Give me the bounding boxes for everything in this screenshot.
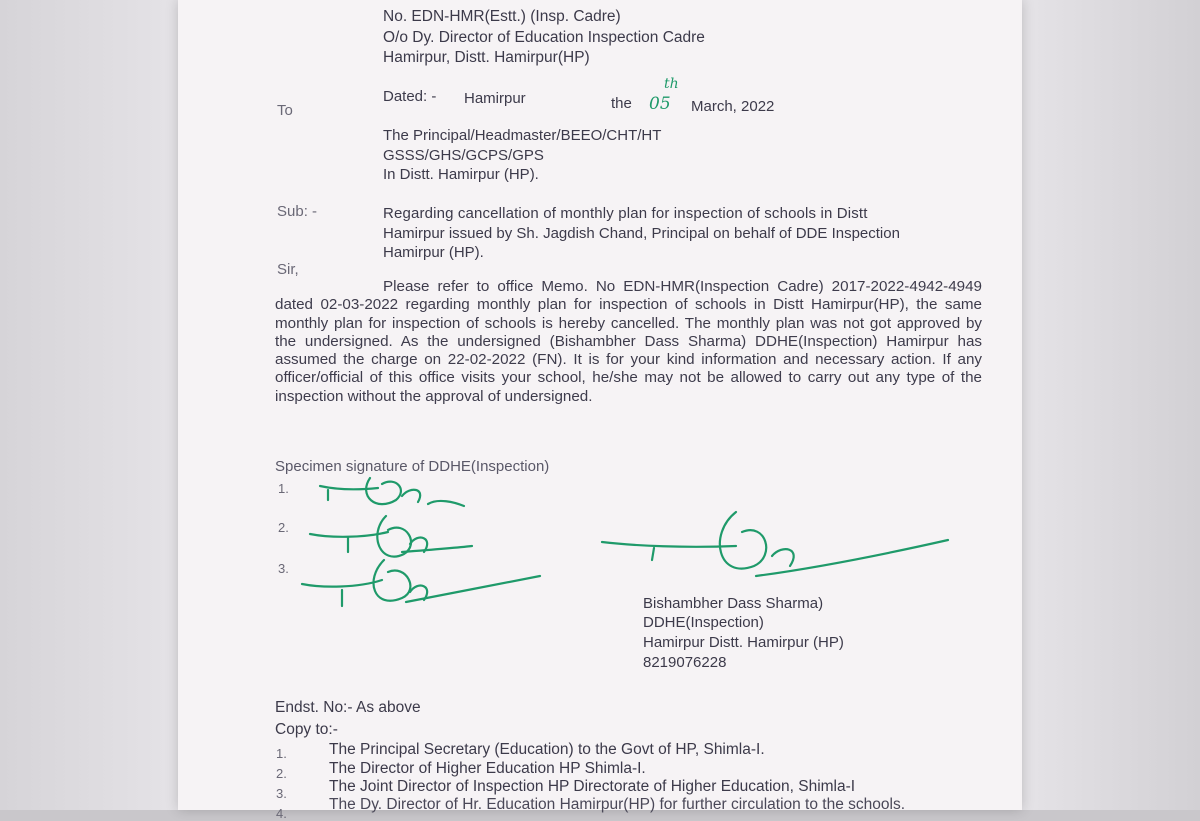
dated-the: the (611, 95, 632, 112)
copy-item-number: 2. (276, 766, 287, 781)
signatory-name: Bishambher Dass Sharma) (643, 595, 824, 612)
subject-line: Hamirpur (HP). (383, 244, 484, 261)
office-place: Hamirpur, Distt. Hamirpur(HP) (383, 49, 590, 66)
official-signature (596, 494, 956, 594)
copy-item-number: 3. (276, 786, 287, 801)
endorsement-label: Endst. No:- As above (275, 699, 421, 716)
to-line: GSSS/GHS/GCPS/GPS (383, 147, 544, 164)
letter-body (275, 278, 982, 406)
specimen-title: Specimen signature of DDHE(Inspection) (275, 458, 550, 475)
signatory-address: Hamirpur Distt. Hamirpur (HP) (643, 634, 844, 651)
dated-day-suffix-handwritten: th (664, 76, 679, 92)
reference-number: No. EDN-HMR(Estt.) (Insp. Cadre) (383, 8, 621, 25)
to-line: The Principal/Headmaster/BEEO/CHT/HT (383, 127, 662, 144)
to-label: To (277, 102, 293, 119)
letter-body-text: Please refer to office Memo. No EDN-HMR(Inspection Cadre) 2017-2022-4942-4949 dated 02-03-2022 regarding monthly plan for inspection of schools in Distt Hamirpur(HP), the same monthly plan for inspection of schools is hereby cancelled. The monthly plan was not got approved by the undersigned. As the undersigned (Bishambher Dass Sharma) DDHE(Inspection) Hamirpur has assumed the charge on 22-02-2022 (FN). It is for your kind information and necessary action. If any officer/official of this office visits your school, he/she may not be allowed to carry out any type of the inspection without the approval of undersigned. (275, 278, 982, 405)
dated-day-handwritten: 05 (649, 94, 671, 114)
copy-item-number: 1. (276, 746, 287, 761)
to-line: In Distt. Hamirpur (HP). (383, 166, 539, 183)
specimen-number: 1. (278, 481, 289, 496)
copy-to-label: Copy to:- (275, 721, 338, 738)
copy-item-number: 4. (276, 806, 287, 821)
dated-place: Hamirpur (464, 90, 526, 107)
signatory-phone: 8219076228 (643, 654, 727, 671)
copy-item-text: The Director of Higher Education HP Shimla-I. (329, 760, 646, 777)
specimen-number: 2. (278, 520, 289, 535)
subject-label: Sub: - (277, 203, 318, 220)
copy-item-text-clipped: The Dy. Director of Hr. Education Hamirpur(HP) for further circulation to the schools. (329, 796, 906, 813)
specimen-number: 3. (278, 561, 289, 576)
copy-item-text: The Joint Director of Inspection HP Directorate of Higher Education, Shimla-I (329, 778, 856, 795)
office-name: O/o Dy. Director of Education Inspection Cadre (383, 29, 705, 46)
letter-page (178, 0, 1022, 821)
signatory-designation: DDHE(Inspection) (643, 614, 764, 631)
copy-item-text: The Principal Secretary (Education) to the Govt of HP, Shimla-I. (329, 741, 765, 758)
subject-line: Hamirpur issued by Sh. Jagdish Chand, Principal on behalf of DDE Inspection (383, 225, 900, 242)
dated-label: Dated: - (383, 88, 437, 105)
specimen-signatures (278, 468, 608, 618)
subject-line: Regarding cancellation of monthly plan for inspection of schools in Distt (383, 205, 868, 222)
dated-month-year: March, 2022 (691, 98, 775, 115)
salutation: Sir, (277, 261, 299, 278)
